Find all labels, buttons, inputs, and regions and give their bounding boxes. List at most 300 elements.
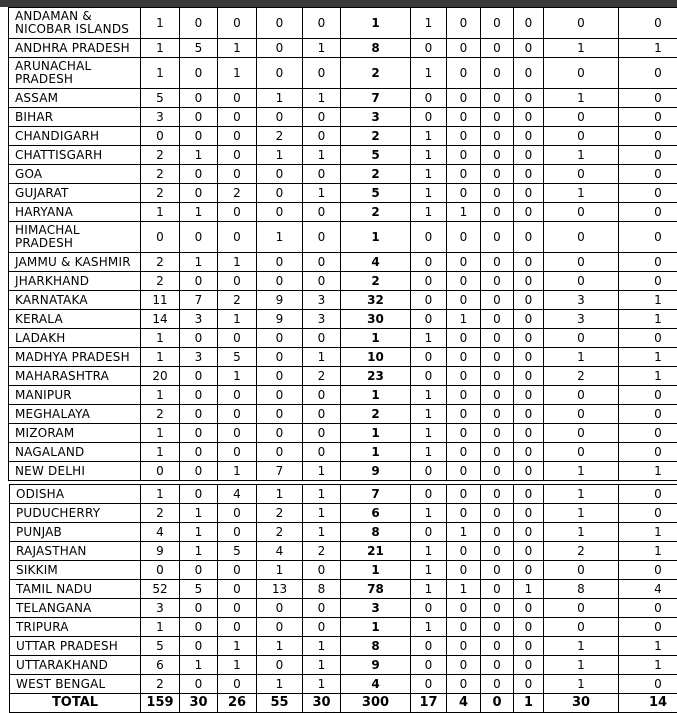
value-cell: 0 — [619, 561, 677, 580]
row-total-cell: 1 — [341, 386, 411, 405]
value-cell: 1 — [619, 523, 677, 542]
state-name: KARNATAKA — [9, 291, 141, 310]
value-cell: 1 — [303, 146, 341, 165]
value-cell: 0 — [544, 618, 619, 637]
value-cell: 0 — [180, 165, 218, 184]
value-cell: 3 — [544, 291, 619, 310]
value-cell: 1 — [619, 348, 677, 367]
value-cell: 0 — [619, 222, 677, 253]
table-row — [9, 146, 677, 165]
value-cell: 0 — [481, 443, 514, 462]
value-cell: 2 — [141, 504, 180, 523]
table-row — [9, 405, 677, 424]
value-cell: 0 — [447, 405, 481, 424]
value-cell: 0 — [218, 222, 257, 253]
state-name: WEST BENGAL — [10, 675, 141, 694]
state-name: CHATTISGARH — [9, 146, 141, 165]
value-cell: 1 — [180, 656, 218, 675]
value-cell: 0 — [411, 222, 447, 253]
value-cell: 0 — [180, 127, 218, 146]
value-cell: 0 — [481, 405, 514, 424]
table-row — [10, 542, 677, 561]
value-cell: 0 — [619, 165, 677, 184]
value-cell: 0 — [180, 222, 218, 253]
value-cell: 0 — [411, 675, 447, 694]
value-cell: 1 — [180, 203, 218, 222]
value-cell: 0 — [257, 656, 303, 675]
value-cell: 0 — [218, 89, 257, 108]
value-cell: 0 — [411, 599, 447, 618]
value-cell: 0 — [619, 405, 677, 424]
value-cell: 1 — [257, 89, 303, 108]
state-name: MAHARASHTRA — [9, 367, 141, 386]
value-cell: 1 — [141, 386, 180, 405]
value-cell: 0 — [514, 542, 544, 561]
table-row — [10, 504, 677, 523]
value-cell: 0 — [447, 542, 481, 561]
state-name: ANDHRA PRADESH — [9, 39, 141, 58]
row-total-cell: 5 — [341, 184, 411, 203]
state-name: UTTARAKHAND — [10, 656, 141, 675]
value-cell: 0 — [544, 108, 619, 127]
row-total-cell: 10 — [341, 348, 411, 367]
value-cell: 0 — [411, 108, 447, 127]
value-cell: 0 — [411, 39, 447, 58]
value-cell: 8 — [303, 580, 341, 599]
value-cell: 1 — [218, 462, 257, 481]
value-cell: 0 — [447, 599, 481, 618]
value-cell: 0 — [544, 127, 619, 146]
value-cell: 14 — [141, 310, 180, 329]
value-cell: 0 — [481, 462, 514, 481]
value-cell: 0 — [303, 165, 341, 184]
value-cell: 0 — [411, 272, 447, 291]
value-cell: 0 — [447, 8, 481, 39]
row-total-cell: 7 — [341, 89, 411, 108]
value-cell: 1 — [303, 39, 341, 58]
value-cell: 1 — [411, 58, 447, 89]
row-total-cell: 23 — [341, 367, 411, 386]
value-cell: 1 — [411, 424, 447, 443]
value-cell: 1 — [141, 424, 180, 443]
value-cell: 0 — [514, 329, 544, 348]
value-cell: 0 — [257, 108, 303, 127]
value-cell: 1 — [303, 89, 341, 108]
state-name: MEGHALAYA — [9, 405, 141, 424]
value-cell: 0 — [447, 485, 481, 504]
value-cell: 0 — [303, 272, 341, 291]
state-name: SIKKIM — [10, 561, 141, 580]
value-cell: 0 — [544, 272, 619, 291]
table-row — [10, 580, 677, 599]
value-cell: 0 — [619, 108, 677, 127]
value-cell: 0 — [257, 405, 303, 424]
state-name: GUJARAT — [9, 184, 141, 203]
value-cell: 1 — [257, 675, 303, 694]
value-cell: 0 — [218, 405, 257, 424]
value-cell: 0 — [514, 523, 544, 542]
value-cell: 1 — [218, 656, 257, 675]
value-cell: 0 — [180, 462, 218, 481]
value-cell: 0 — [619, 386, 677, 405]
state-name: TELANGANA — [10, 599, 141, 618]
state-name: ARUNACHAL PRADESH — [9, 58, 141, 89]
value-cell: 1 — [544, 523, 619, 542]
value-cell: 0 — [447, 291, 481, 310]
value-cell: 0 — [544, 443, 619, 462]
value-cell: 0 — [481, 367, 514, 386]
value-cell: 0 — [411, 310, 447, 329]
value-cell: 2 — [141, 675, 180, 694]
table-row — [9, 8, 677, 39]
table-row — [9, 39, 677, 58]
value-cell: 0 — [514, 272, 544, 291]
value-cell: 0 — [411, 462, 447, 481]
total-value-cell: 0 — [481, 694, 514, 713]
value-cell: 0 — [447, 165, 481, 184]
table-row — [10, 637, 677, 656]
value-cell: 0 — [141, 561, 180, 580]
value-cell: 0 — [218, 146, 257, 165]
value-cell: 1 — [141, 58, 180, 89]
value-cell: 1 — [447, 580, 481, 599]
table-row — [9, 165, 677, 184]
value-cell: 0 — [619, 184, 677, 203]
value-cell: 1 — [619, 291, 677, 310]
value-cell: 0 — [481, 656, 514, 675]
row-total-cell: 3 — [341, 108, 411, 127]
value-cell: 3 — [544, 310, 619, 329]
value-cell: 2 — [544, 542, 619, 561]
value-cell: 0 — [303, 424, 341, 443]
value-cell: 0 — [514, 656, 544, 675]
value-cell: 1 — [619, 656, 677, 675]
value-cell: 0 — [303, 618, 341, 637]
value-cell: 0 — [481, 485, 514, 504]
value-cell: 1 — [218, 310, 257, 329]
value-cell: 0 — [619, 89, 677, 108]
state-name: KERALA — [9, 310, 141, 329]
row-total-cell: 1 — [341, 443, 411, 462]
row-total-cell: 9 — [341, 462, 411, 481]
total-label: TOTAL — [10, 694, 141, 713]
value-cell: 0 — [514, 203, 544, 222]
value-cell: 1 — [411, 504, 447, 523]
value-cell: 0 — [411, 89, 447, 108]
value-cell: 0 — [447, 184, 481, 203]
value-cell: 0 — [481, 386, 514, 405]
value-cell: 0 — [411, 656, 447, 675]
value-cell: 1 — [544, 348, 619, 367]
row-total-cell: 2 — [341, 272, 411, 291]
table-row — [9, 462, 677, 481]
row-total-cell: 2 — [341, 127, 411, 146]
value-cell: 0 — [481, 291, 514, 310]
row-total-cell: 1 — [341, 329, 411, 348]
state-name: NAGALAND — [9, 443, 141, 462]
state-name: ODISHA — [10, 485, 141, 504]
value-cell: 3 — [141, 108, 180, 127]
value-cell: 0 — [619, 127, 677, 146]
value-cell: 0 — [257, 599, 303, 618]
value-cell: 4 — [141, 523, 180, 542]
table-row — [9, 310, 677, 329]
value-cell: 0 — [481, 580, 514, 599]
value-cell: 1 — [141, 203, 180, 222]
value-cell: 0 — [514, 291, 544, 310]
value-cell: 0 — [481, 184, 514, 203]
value-cell: 0 — [481, 599, 514, 618]
total-value-cell: 300 — [341, 694, 411, 713]
value-cell: 0 — [180, 405, 218, 424]
value-cell: 0 — [514, 637, 544, 656]
value-cell: 0 — [447, 146, 481, 165]
row-total-cell: 5 — [341, 146, 411, 165]
value-cell: 1 — [303, 462, 341, 481]
table-row — [9, 108, 677, 127]
value-cell: 0 — [180, 386, 218, 405]
value-cell: 0 — [481, 272, 514, 291]
value-cell: 1 — [180, 542, 218, 561]
value-cell: 0 — [257, 203, 303, 222]
state-name: GOA — [9, 165, 141, 184]
value-cell: 0 — [514, 675, 544, 694]
value-cell: 1 — [411, 618, 447, 637]
value-cell: 0 — [447, 443, 481, 462]
value-cell: 0 — [303, 127, 341, 146]
value-cell: 0 — [481, 618, 514, 637]
value-cell: 1 — [411, 127, 447, 146]
value-cell: 2 — [141, 253, 180, 272]
value-cell: 0 — [481, 165, 514, 184]
value-cell: 2 — [141, 165, 180, 184]
value-cell: 0 — [257, 348, 303, 367]
value-cell: 0 — [180, 485, 218, 504]
value-cell: 1 — [544, 462, 619, 481]
value-cell: 1 — [303, 184, 341, 203]
value-cell: 1 — [303, 485, 341, 504]
value-cell: 0 — [447, 348, 481, 367]
value-cell: 0 — [514, 348, 544, 367]
value-cell: 0 — [257, 39, 303, 58]
value-cell: 2 — [141, 405, 180, 424]
value-cell: 0 — [514, 39, 544, 58]
value-cell: 1 — [218, 39, 257, 58]
value-cell: 1 — [544, 146, 619, 165]
state-name: TRIPURA — [10, 618, 141, 637]
value-cell: 1 — [544, 504, 619, 523]
value-cell: 0 — [257, 8, 303, 39]
total-row — [10, 694, 677, 713]
row-total-cell: 2 — [341, 203, 411, 222]
value-cell: 0 — [411, 367, 447, 386]
value-cell: 1 — [544, 675, 619, 694]
value-cell: 0 — [481, 8, 514, 39]
value-cell: 0 — [218, 523, 257, 542]
value-cell: 1 — [141, 618, 180, 637]
row-total-cell: 2 — [341, 58, 411, 89]
value-cell: 1 — [257, 561, 303, 580]
table-row — [9, 386, 677, 405]
value-cell: 4 — [619, 580, 677, 599]
table-row — [9, 58, 677, 89]
state-name: TAMIL NADU — [10, 580, 141, 599]
row-total-cell: 9 — [341, 656, 411, 675]
total-value-cell: 30 — [303, 694, 341, 713]
value-cell: 1 — [218, 367, 257, 386]
table-row — [10, 618, 677, 637]
value-cell: 0 — [619, 599, 677, 618]
value-cell: 0 — [514, 89, 544, 108]
row-total-cell: 78 — [341, 580, 411, 599]
row-total-cell: 8 — [341, 637, 411, 656]
value-cell: 5 — [141, 89, 180, 108]
value-cell: 9 — [141, 542, 180, 561]
value-cell: 0 — [619, 329, 677, 348]
value-cell: 0 — [257, 424, 303, 443]
value-cell: 0 — [141, 127, 180, 146]
value-cell: 0 — [514, 253, 544, 272]
value-cell: 0 — [481, 504, 514, 523]
value-cell: 0 — [619, 253, 677, 272]
value-cell: 0 — [619, 618, 677, 637]
value-cell: 0 — [257, 58, 303, 89]
value-cell: 0 — [257, 367, 303, 386]
value-cell: 0 — [447, 222, 481, 253]
value-cell: 1 — [619, 39, 677, 58]
value-cell: 1 — [303, 637, 341, 656]
value-cell: 1 — [411, 542, 447, 561]
table-row — [10, 675, 677, 694]
value-cell: 1 — [141, 329, 180, 348]
table-row — [9, 184, 677, 203]
state-table-part-1 — [8, 7, 677, 481]
value-cell: 0 — [447, 637, 481, 656]
value-cell: 0 — [180, 58, 218, 89]
value-cell: 0 — [447, 424, 481, 443]
value-cell: 13 — [257, 580, 303, 599]
total-value-cell: 17 — [411, 694, 447, 713]
value-cell: 0 — [218, 203, 257, 222]
state-name: CHANDIGARH — [9, 127, 141, 146]
value-cell: 1 — [141, 443, 180, 462]
value-cell: 0 — [514, 184, 544, 203]
value-cell: 0 — [303, 561, 341, 580]
value-cell: 0 — [303, 599, 341, 618]
value-cell: 0 — [180, 443, 218, 462]
value-cell: 0 — [303, 253, 341, 272]
value-cell: 0 — [180, 367, 218, 386]
state-name: BIHAR — [9, 108, 141, 127]
state-name: JHARKHAND — [9, 272, 141, 291]
value-cell: 0 — [481, 675, 514, 694]
value-cell: 1 — [303, 656, 341, 675]
value-cell: 0 — [303, 443, 341, 462]
row-total-cell: 8 — [341, 523, 411, 542]
value-cell: 0 — [544, 253, 619, 272]
state-name: MIZORAM — [9, 424, 141, 443]
state-name: LADAKH — [9, 329, 141, 348]
value-cell: 5 — [218, 348, 257, 367]
value-cell: 0 — [218, 561, 257, 580]
value-cell: 0 — [218, 618, 257, 637]
value-cell: 0 — [544, 424, 619, 443]
state-name: PUNJAB — [10, 523, 141, 542]
value-cell: 2 — [141, 184, 180, 203]
value-cell: 5 — [218, 542, 257, 561]
table-row — [9, 253, 677, 272]
value-cell: 1 — [218, 253, 257, 272]
value-cell: 0 — [218, 504, 257, 523]
value-cell: 0 — [257, 329, 303, 348]
value-cell: 2 — [257, 127, 303, 146]
total-value-cell: 4 — [447, 694, 481, 713]
value-cell: 1 — [218, 58, 257, 89]
value-cell: 0 — [411, 485, 447, 504]
row-total-cell: 2 — [341, 165, 411, 184]
value-cell: 0 — [514, 222, 544, 253]
row-total-cell: 1 — [341, 424, 411, 443]
value-cell: 0 — [218, 580, 257, 599]
value-cell: 3 — [141, 599, 180, 618]
row-total-cell: 30 — [341, 310, 411, 329]
value-cell: 0 — [218, 599, 257, 618]
value-cell: 1 — [180, 523, 218, 542]
value-cell: 0 — [514, 367, 544, 386]
value-cell: 0 — [303, 386, 341, 405]
value-cell: 0 — [481, 58, 514, 89]
value-cell: 2 — [303, 367, 341, 386]
value-cell: 0 — [218, 272, 257, 291]
value-cell: 0 — [257, 386, 303, 405]
value-cell: 0 — [180, 108, 218, 127]
value-cell: 3 — [180, 348, 218, 367]
value-cell: 0 — [180, 329, 218, 348]
row-total-cell: 32 — [341, 291, 411, 310]
value-cell: 0 — [303, 108, 341, 127]
value-cell: 1 — [303, 675, 341, 694]
row-total-cell: 8 — [341, 39, 411, 58]
value-cell: 0 — [514, 599, 544, 618]
value-cell: 2 — [303, 542, 341, 561]
value-cell: 1 — [411, 203, 447, 222]
value-cell: 1 — [544, 637, 619, 656]
total-value-cell: 159 — [141, 694, 180, 713]
value-cell: 0 — [544, 165, 619, 184]
value-cell: 0 — [257, 618, 303, 637]
value-cell: 0 — [447, 462, 481, 481]
value-cell: 0 — [447, 272, 481, 291]
value-cell: 0 — [180, 599, 218, 618]
value-cell: 1 — [411, 580, 447, 599]
table-row — [10, 523, 677, 542]
value-cell: 0 — [514, 424, 544, 443]
value-cell: 1 — [257, 637, 303, 656]
value-cell: 4 — [218, 485, 257, 504]
state-name: NEW DELHI — [9, 462, 141, 481]
value-cell: 1 — [544, 89, 619, 108]
value-cell: 1 — [257, 485, 303, 504]
total-value-cell: 26 — [218, 694, 257, 713]
value-cell: 1 — [544, 39, 619, 58]
value-cell: 2 — [218, 184, 257, 203]
state-name: HIMACHAL PRADESH — [9, 222, 141, 253]
value-cell: 0 — [218, 424, 257, 443]
value-cell: 0 — [481, 253, 514, 272]
value-cell: 0 — [481, 348, 514, 367]
value-cell: 0 — [257, 165, 303, 184]
value-cell: 1 — [180, 253, 218, 272]
